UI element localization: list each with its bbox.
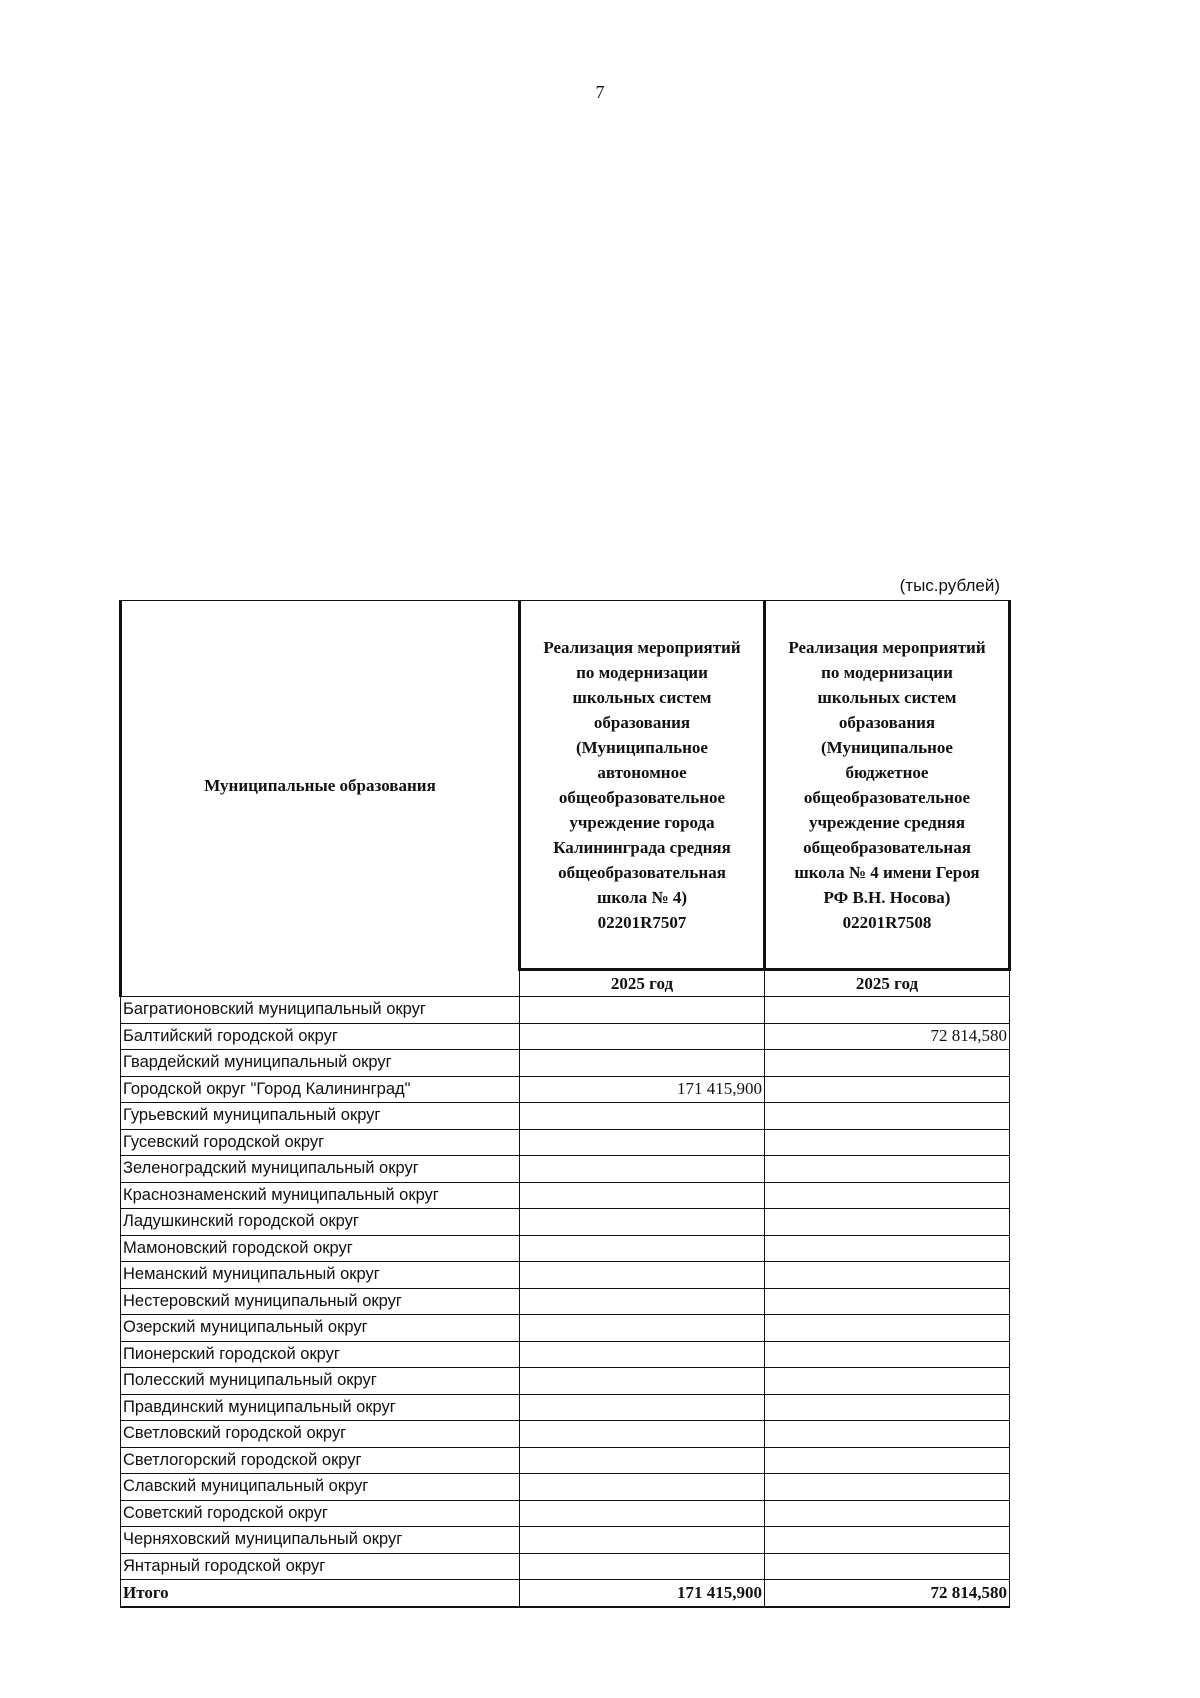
column-header-1-line: общеобразовательная xyxy=(558,862,726,882)
value-col-1 xyxy=(520,1500,765,1527)
table-header-row xyxy=(121,601,1010,970)
column-header-2-line: РФ В.Н. Носова) xyxy=(823,887,951,907)
column-header-1-line: по модернизации xyxy=(576,662,708,682)
value-col-2 xyxy=(765,997,1010,1024)
value-col-1 xyxy=(520,1209,765,1236)
municipality-name: Нестеровский муниципальный округ xyxy=(121,1288,520,1315)
municipality-name: Озерский муниципальный округ xyxy=(121,1315,520,1342)
municipality-name: Светловский городской округ xyxy=(121,1421,520,1448)
value-col-2 xyxy=(765,1235,1010,1262)
value-col-1 xyxy=(520,1129,765,1156)
municipality-name: Гвардейский муниципальный округ xyxy=(121,1050,520,1077)
year-header-1: 2025 год xyxy=(520,970,765,997)
table-row xyxy=(121,1500,1010,1527)
table-row xyxy=(121,1235,1010,1262)
value-col-2 xyxy=(765,1156,1010,1183)
municipality-name: Зеленоградский муниципальный округ xyxy=(121,1156,520,1183)
value-col-2 xyxy=(765,1447,1010,1474)
year-header-row xyxy=(121,970,1010,997)
column-header-1-line: школьных систем xyxy=(572,687,712,707)
table-row xyxy=(121,1553,1010,1580)
value-col-2 xyxy=(765,1182,1010,1209)
table-row xyxy=(121,1103,1010,1130)
municipality-name: Янтарный городской округ xyxy=(121,1553,520,1580)
value-col-1 xyxy=(520,1368,765,1395)
value-col-2 xyxy=(765,1553,1010,1580)
year-header-2: 2025 год xyxy=(765,970,1010,997)
value-col-1 xyxy=(520,1474,765,1501)
value-col-2 xyxy=(765,1050,1010,1077)
column-header-2 xyxy=(765,601,1010,970)
value-col-1 xyxy=(520,1103,765,1130)
value-col-1 xyxy=(520,1182,765,1209)
column-header-1-line: (Муниципальное xyxy=(576,737,708,757)
column-header-1-line: школа № 4) xyxy=(597,887,687,907)
table-body xyxy=(121,997,1010,1607)
municipality-name: Советский городской округ xyxy=(121,1500,520,1527)
value-col-1 xyxy=(520,1315,765,1342)
column-header-1-line: общеобразовательное xyxy=(558,787,726,807)
value-col-1 xyxy=(520,1288,765,1315)
municipality-name: Черняховский муниципальный округ xyxy=(121,1527,520,1554)
table-row xyxy=(121,1262,1010,1289)
table-row xyxy=(121,1209,1010,1236)
total-row xyxy=(121,1580,1010,1607)
municipality-name: Полесский муниципальный округ xyxy=(121,1368,520,1395)
column-header-2-line: общеобразовательное xyxy=(803,787,971,807)
column-header-1-line: учреждение города xyxy=(569,812,715,832)
value-col-2 xyxy=(765,1421,1010,1448)
value-col-2 xyxy=(765,1527,1010,1554)
value-col-1: 171 415,900 xyxy=(520,1076,765,1103)
page-number: 7 xyxy=(595,82,605,102)
value-col-1 xyxy=(520,1235,765,1262)
value-col-2 xyxy=(765,1288,1010,1315)
column-header-1-line: 02201R7507 xyxy=(597,912,687,932)
table-row xyxy=(121,1129,1010,1156)
table-row xyxy=(121,997,1010,1024)
table-row xyxy=(121,1421,1010,1448)
subsidy-table xyxy=(119,600,1011,1608)
table-row xyxy=(121,1368,1010,1395)
table-row xyxy=(121,1527,1010,1554)
municipality-name: Гусевский городской округ xyxy=(121,1129,520,1156)
year-header-empty xyxy=(121,970,520,997)
table-row xyxy=(121,1076,1010,1103)
municipality-name: Светлогорский городской округ xyxy=(121,1447,520,1474)
table-row xyxy=(121,1447,1010,1474)
column-header-2-line: общеобразовательная xyxy=(803,837,971,857)
value-col-1 xyxy=(520,1341,765,1368)
municipality-name: Ладушкинский городской округ xyxy=(121,1209,520,1236)
total-col-2: 72 814,580 xyxy=(765,1580,1010,1607)
value-col-1 xyxy=(520,1421,765,1448)
value-col-1 xyxy=(520,1394,765,1421)
value-col-2 xyxy=(765,1129,1010,1156)
value-col-2 xyxy=(765,1209,1010,1236)
value-col-2 xyxy=(765,1394,1010,1421)
table-row xyxy=(121,1341,1010,1368)
table-row xyxy=(121,1288,1010,1315)
column-header-2-line: школа № 4 имени Героя xyxy=(794,862,980,882)
value-col-1 xyxy=(520,1050,765,1077)
municipality-name: Городской округ "Город Калининград" xyxy=(121,1076,520,1103)
column-header-1 xyxy=(520,601,765,970)
units-label: (тыс.рублей) xyxy=(899,576,1000,595)
table-row xyxy=(121,1474,1010,1501)
value-col-2 xyxy=(765,1315,1010,1342)
municipality-name: Славский муниципальный округ xyxy=(121,1474,520,1501)
value-col-1 xyxy=(520,1447,765,1474)
municipality-name: Правдинский муниципальный округ xyxy=(121,1394,520,1421)
table-row xyxy=(121,1050,1010,1077)
municipality-name: Мамоновский городской округ xyxy=(121,1235,520,1262)
value-col-1 xyxy=(520,1553,765,1580)
column-header-2-line: школьных систем xyxy=(817,687,957,707)
column-header-2-line: по модернизации xyxy=(821,662,953,682)
municipality-name: Балтийский городской округ xyxy=(121,1023,520,1050)
column-header-1-line: образования xyxy=(593,712,691,732)
value-col-1 xyxy=(520,1023,765,1050)
municipalities-header: Муниципальные образования xyxy=(121,601,520,970)
value-col-1 xyxy=(520,997,765,1024)
value-col-2 xyxy=(765,1474,1010,1501)
value-col-2 xyxy=(765,1368,1010,1395)
table-row xyxy=(121,1023,1010,1050)
value-col-2 xyxy=(765,1076,1010,1103)
municipality-name: Пионерский городской округ xyxy=(121,1341,520,1368)
municipality-name: Гурьевский муниципальный округ xyxy=(121,1103,520,1130)
total-col-1: 171 415,900 xyxy=(520,1580,765,1607)
value-col-2 xyxy=(765,1262,1010,1289)
column-header-2-line: учреждение средняя xyxy=(808,812,966,832)
value-col-2 xyxy=(765,1500,1010,1527)
column-header-2-line: образования xyxy=(838,712,936,732)
column-header-2-line: бюджетное xyxy=(845,762,929,782)
municipality-name: Багратионовский муниципальный округ xyxy=(121,997,520,1024)
column-header-1-line: Реализация мероприятий xyxy=(543,637,741,657)
column-header-2-line: 02201R7508 xyxy=(842,912,932,932)
value-col-1 xyxy=(520,1527,765,1554)
table-row xyxy=(121,1156,1010,1183)
value-col-1 xyxy=(520,1156,765,1183)
value-col-2: 72 814,580 xyxy=(765,1023,1010,1050)
column-header-1-line: автономное xyxy=(597,762,687,782)
column-header-1-line: Калининграда средняя xyxy=(553,837,731,857)
value-col-2 xyxy=(765,1341,1010,1368)
table-row xyxy=(121,1182,1010,1209)
value-col-1 xyxy=(520,1262,765,1289)
table-row xyxy=(121,1394,1010,1421)
municipality-name: Краснознаменский муниципальный округ xyxy=(121,1182,520,1209)
value-col-2 xyxy=(765,1103,1010,1130)
table-row xyxy=(121,1315,1010,1342)
column-header-2-line: Реализация мероприятий xyxy=(788,637,986,657)
column-header-2-line: (Муниципальное xyxy=(821,737,953,757)
total-label: Итого xyxy=(121,1580,520,1607)
municipality-name: Неманский муниципальный округ xyxy=(121,1262,520,1289)
